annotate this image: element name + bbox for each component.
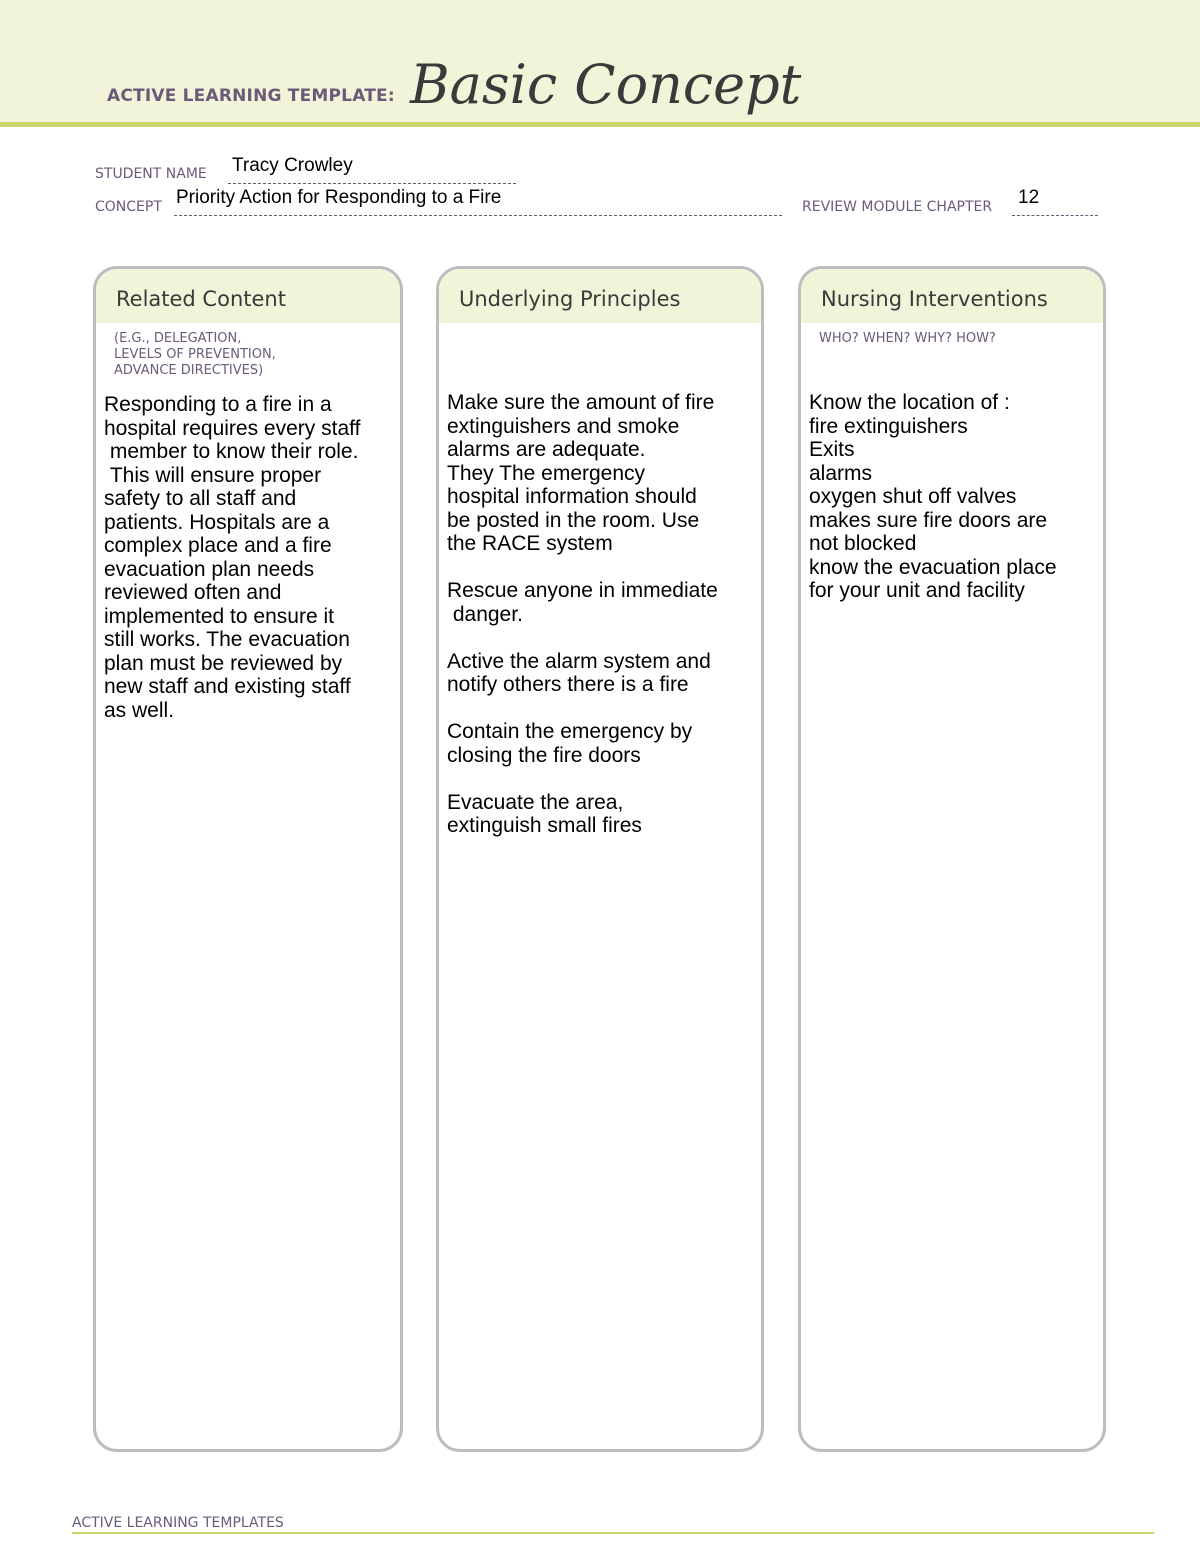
related-content-text[interactable]: Responding to a fire in a hospital requires every staff member to know their role. This will ensure proper safety to all staff and patients. Hospitals are a complex place and a fire evacuation plan needs reviewed often and implemented to ensure it still works. The evacuation plan must be reviewed by new staff and existing staff as well. — [104, 393, 361, 722]
concept-label: CONCEPT — [95, 199, 162, 215]
nursing-interventions-panel — [798, 266, 1106, 1452]
student-name-field[interactable]: Tracy Crowley — [232, 155, 353, 176]
nursing-interventions-title: Nursing Interventions — [821, 287, 1048, 311]
footer-label: ACTIVE LEARNING TEMPLATES — [72, 1515, 284, 1531]
review-chapter-label: REVIEW MODULE CHAPTER — [802, 199, 993, 215]
nursing-interventions-subtitle: WHO? WHEN? WHY? HOW? — [819, 331, 996, 346]
underlying-principles-panel — [436, 266, 764, 1452]
concept-field[interactable]: Priority Action for Responding to a Fire — [176, 187, 502, 208]
student-name-underline — [228, 183, 516, 184]
student-name-label: STUDENT NAME — [95, 166, 207, 182]
related-content-title: Related Content — [116, 287, 286, 311]
header-divider — [0, 122, 1200, 127]
review-chapter-underline — [1012, 215, 1098, 216]
related-content-subtitle: (E.G., DELEGATION, LEVELS OF PREVENTION, ADVANCE DIRECTIVES) — [114, 331, 276, 378]
concept-underline — [174, 215, 782, 216]
nursing-interventions-text[interactable]: Know the location of : fire extinguishers Exits alarms oxygen shut off valves makes sure fire doors are not blocked know the evacuation place for your unit and facility — [809, 391, 1057, 602]
review-chapter-field[interactable]: 12 — [1018, 187, 1040, 208]
underlying-principles-text[interactable]: Make sure the amount of fire extinguishers and smoke alarms are adequate. They The emergency hospital information should be posted in the room. Use the RACE system Rescue anyone in immediate danger. Active the alarm system and notify others there is a fire Contain the emergency by closing the fire doors Evacuate the area, extinguish small fires — [447, 391, 718, 837]
template-label: ACTIVE LEARNING TEMPLATE: — [107, 86, 395, 106]
footer-divider — [72, 1532, 1154, 1534]
page-title: Basic Concept — [410, 53, 802, 116]
related-content-panel — [93, 266, 403, 1452]
underlying-principles-title: Underlying Principles — [459, 287, 681, 311]
